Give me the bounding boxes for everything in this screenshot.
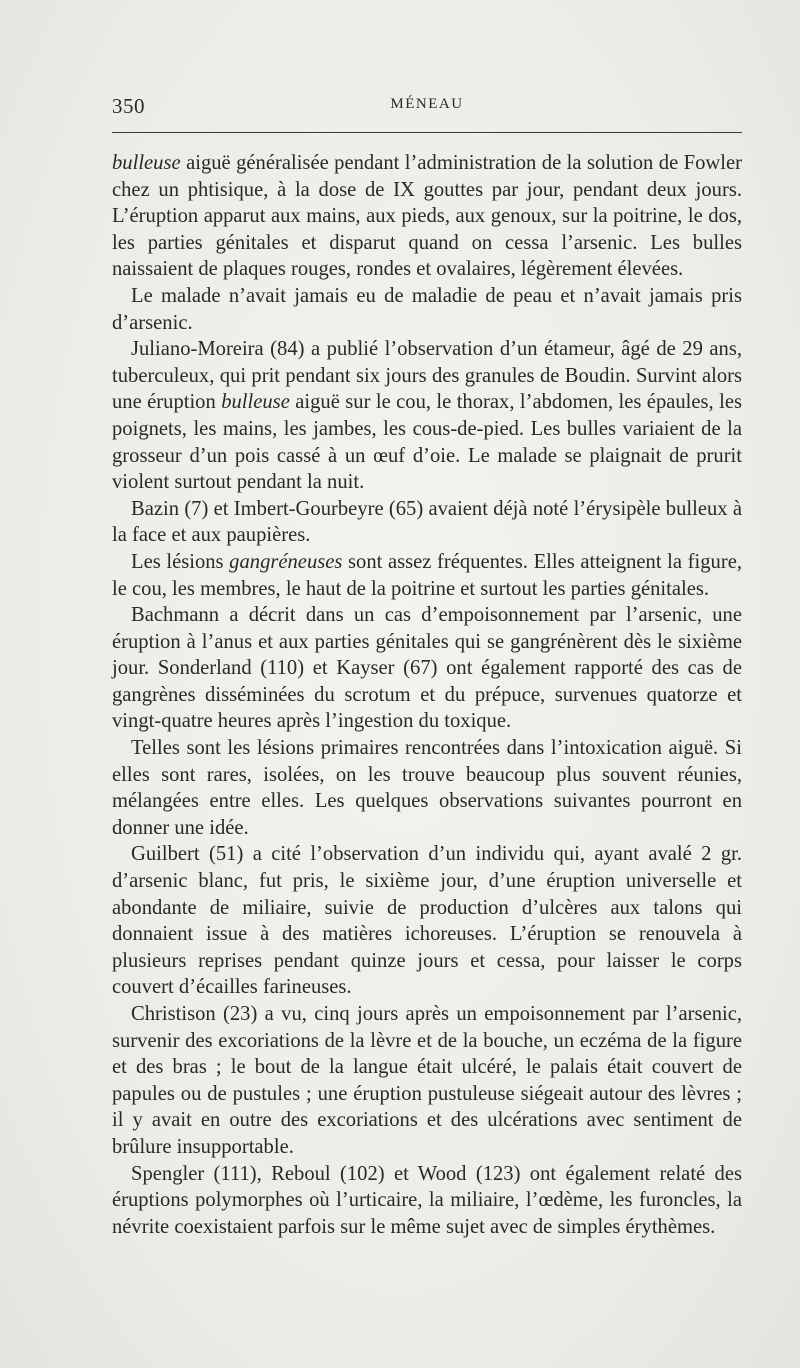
paragraph	[112, 336, 742, 496]
text-run: Le malade n’avait jamais eu de maladie de peau et n’avait jamais pris d’arsenic.	[112, 284, 742, 334]
paragraph	[112, 841, 742, 1001]
text-run: Spengler (111), Reboul (102) et Wood (123) ont également relaté des éruptions polymorphes où l’urticaire, la miliaire, l’œdème, les furoncles, la névrite coexistaient parfois sur le même sujet avec de simples érythèmes.	[112, 1162, 742, 1238]
text-run: Telles sont les lésions primaires rencontrées dans l’intoxication aiguë. Si elles sont rares, isolées, on les trouve beaucoup plus souvent réunies, mélangées entre elles. Les quelques observations suivantes pourront en donner une idée.	[112, 737, 742, 839]
paragraph	[112, 602, 742, 735]
italic-term: bulleuse	[221, 391, 290, 414]
italic-term: gangréneuses	[229, 550, 343, 573]
paragraph	[112, 549, 742, 602]
italic-term: bulleuse	[112, 152, 181, 174]
text-run: Bazin (7) et Imbert-Gourbeyre (65) avaient déjà noté l’érysipèle bulleux à la face et aux paupières.	[112, 497, 742, 547]
text-run: Guilbert (51) a cité l’observation d’un individu qui, ayant avalé 2 gr. d’arsenic blanc, fut pris, le sixième jour, d’une éruption universelle et abondante de miliaire, suivie de production d’ulcères aux talons qui donnaient issue à des matières ichoreuses. L’éruption se renouvela à plusieurs reprises pendant quinze jours et cessa, pour laisser le corps couvert d’écailles farineuses.	[112, 843, 742, 999]
body-text	[112, 150, 742, 1240]
paragraph	[112, 735, 742, 841]
text-run: aiguë sur le cou, le thorax, l’abdomen, les épaules, les poignets, les mains, les jambes, les cous-de-pied. Les bulles variaient de la grosseur d’un pois cassé à un œuf d’oie. Le malade se plaignait de prurit violent surtout pendant la nuit.	[112, 391, 742, 494]
paragraph	[112, 496, 742, 549]
page-number: 350	[112, 94, 145, 118]
text-run: Christison (23) a vu, cinq jours après un empoisonnement par l’arsenic, survenir des excoriations de la lèvre et de la bouche, un eczéma de la figure et des bras ; le bout de la langue était ulcéré, le palais était couvert de papules ou de pustules ; une éruption pustuleuse siégeait autour des lèvres ; il y avait en outre des excoriations et des ulcérations avec sentiment de brûlure insupportable.	[112, 1003, 742, 1158]
text-run: sont assez fréquentes. Elles atteignent la figure, le cou, les membres, le haut de la poitrine et surtout les parties génitales.	[112, 550, 742, 600]
header-rule	[112, 132, 742, 133]
paragraph	[112, 1161, 742, 1241]
paragraph	[112, 283, 742, 336]
paragraph	[112, 1001, 742, 1161]
text-run: Bachmann a décrit dans un cas d’empoisonnement par l’arsenic, une éruption à l’anus et aux parties génitales qui se gangrénèrent dès le sixième jour. Sonderland (110) et Kayser (67) ont également rapporté des cas de gangrènes disséminées du scrotum et du prépuce, survenues quatorze et vingt-quatre heures après l’ingestion du toxique.	[112, 604, 742, 733]
text-run: Juliano-Moreira (84) a publié l’observation d’un étameur, âgé de 29 ans, tuberculeux, qui prit pendant six jours des granules de Boudin. Survint alors une éruption	[112, 338, 742, 414]
running-title: MÉNEAU	[390, 96, 464, 112]
page-header	[112, 94, 742, 120]
paragraph	[112, 150, 742, 283]
text-run: Les lésions	[131, 550, 230, 573]
text-run: aiguë généralisée pendant l’administration de la solution de Fowler chez un phtisique, à la dose de IX gouttes par jour, pendant deux jours. L’éruption apparut aux mains, aux pieds, aux genoux, sur la poitrine, le dos, les parties génitales et disparut quand on cessa l’arsenic. Les bulles naissaient de plaques rouges, rondes et ovalaires, légèrement élevées.	[112, 152, 742, 281]
